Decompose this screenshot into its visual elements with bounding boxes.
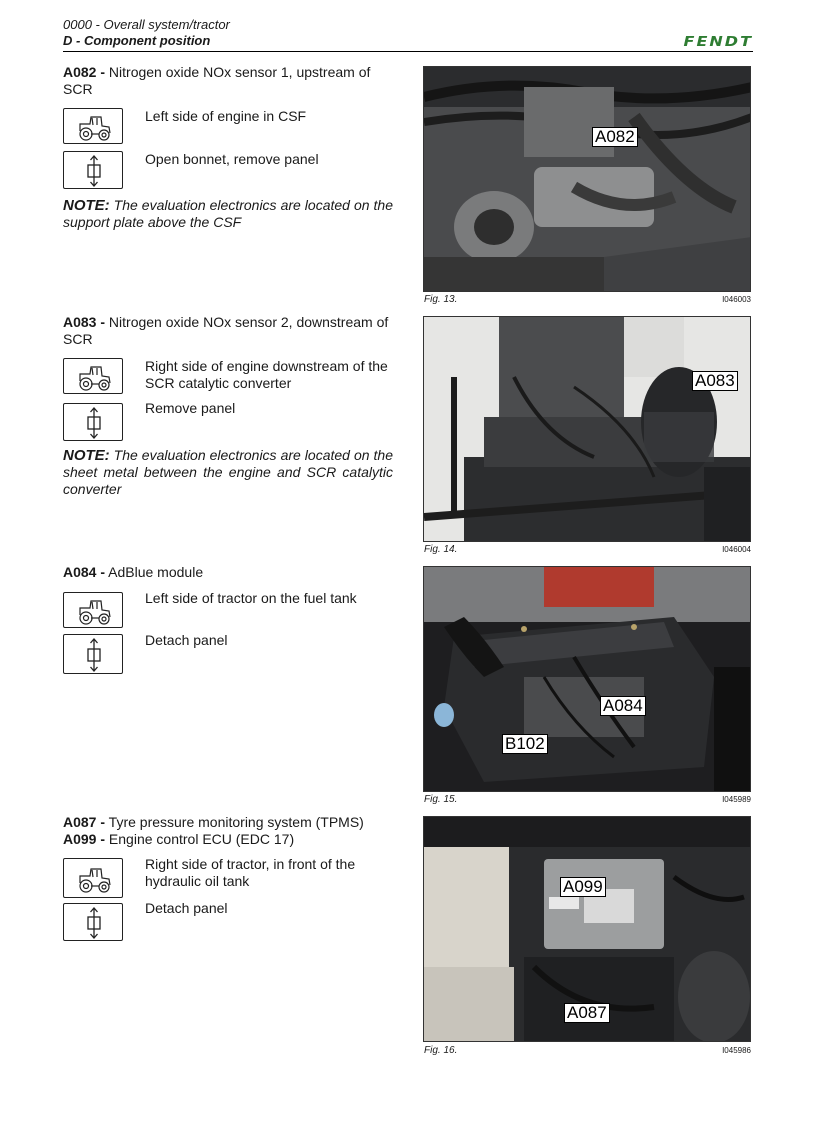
action-text: Detach panel xyxy=(145,632,228,648)
location-text: Left side of tractor on the fuel tank xyxy=(145,590,357,606)
header-rule xyxy=(63,51,753,52)
component-title-2: A099 - Engine control ECU (EDC 17) xyxy=(63,831,295,847)
action-text: Open bonnet, remove panel xyxy=(145,151,319,167)
component-section-a087-a099 xyxy=(63,814,393,916)
component-section-a084 xyxy=(63,564,393,648)
figure-caption: Fig. 15. xyxy=(424,794,458,805)
panel-remove-icon xyxy=(63,151,123,189)
location-text: Left side of engine in CSF xyxy=(145,108,307,124)
figure-caption: Fig. 14. xyxy=(424,544,458,555)
component-title: A084 - AdBlue module xyxy=(63,564,204,580)
component-title: A083 - Nitrogen oxide NOx sensor 2, downstream of SCR xyxy=(63,314,389,347)
note: NOTE: The evaluation electronics are located on the support plate above the CSF xyxy=(63,197,393,230)
panel-remove-icon xyxy=(63,903,123,941)
tractor-icon xyxy=(63,858,123,898)
action-text: Detach panel xyxy=(145,900,228,916)
note: NOTE: The evaluation electronics are located on the sheet metal between the engine and SCR catalytic converter xyxy=(63,447,393,497)
figure-image-code: I045986 xyxy=(722,1046,751,1055)
figure-image-code: I046003 xyxy=(722,295,751,304)
callout-a087: A087 xyxy=(564,1003,610,1023)
header-chapter: 0000 - Overall system/tractor xyxy=(63,17,230,32)
component-title: A087 - Tyre pressure monitoring system (TPMS) xyxy=(63,814,364,830)
callout-b102: B102 xyxy=(502,734,548,754)
page-header xyxy=(63,17,753,53)
location-text: Right side of engine downstream of the SCR catalytic converter xyxy=(145,358,388,391)
location-text: Right side of tractor, in front of the hydraulic oil tank xyxy=(145,856,356,889)
figure-image-code: I046004 xyxy=(722,545,751,554)
callout-a083: A083 xyxy=(692,371,738,391)
tractor-icon xyxy=(63,108,123,144)
fendt-logo: FENDT xyxy=(683,33,753,50)
component-title: A082 - Nitrogen oxide NOx sensor 1, upstream of SCR xyxy=(63,64,371,97)
callout-a099: A099 xyxy=(560,877,606,897)
tractor-icon xyxy=(63,358,123,394)
figure-caption: Fig. 16. xyxy=(424,1045,458,1056)
callout-a084: A084 xyxy=(600,696,646,716)
figure-caption: Fig. 13. xyxy=(424,294,458,305)
tractor-icon xyxy=(63,592,123,628)
callout-a082: A082 xyxy=(592,127,638,147)
panel-remove-icon xyxy=(63,403,123,441)
header-section: D - Component position xyxy=(63,33,211,48)
figure-14-photo xyxy=(423,316,751,542)
figure-16-photo xyxy=(423,816,751,1042)
panel-remove-icon xyxy=(63,634,123,674)
component-section-a083 xyxy=(63,314,393,497)
figure-13-photo xyxy=(423,66,751,292)
component-section-a082 xyxy=(63,64,393,230)
figure-image-code: I045989 xyxy=(722,795,751,804)
figure-15-photo xyxy=(423,566,751,792)
action-text: Remove panel xyxy=(145,400,236,416)
